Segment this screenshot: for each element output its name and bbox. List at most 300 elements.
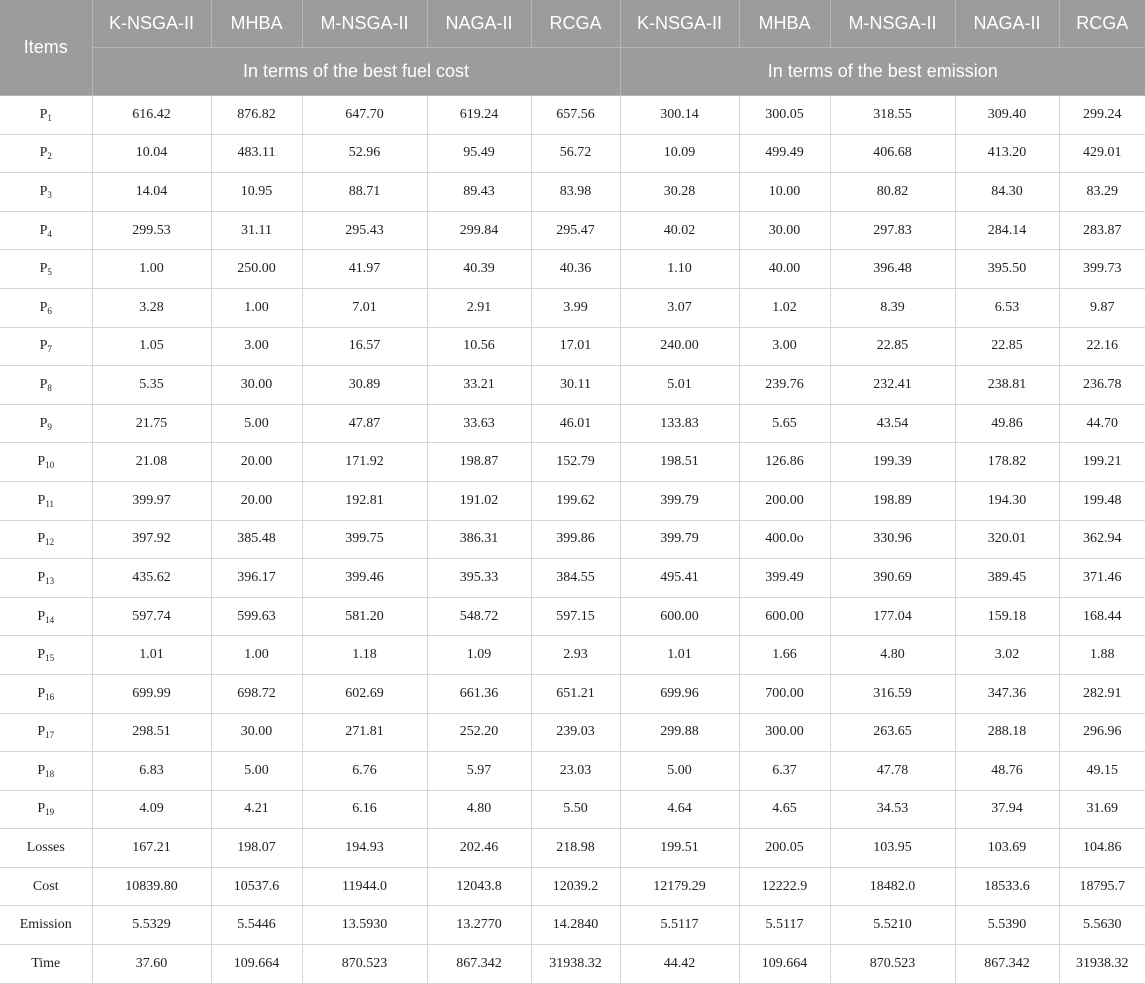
table-cell: 40.02: [620, 211, 739, 250]
table-cell: 12043.8: [427, 867, 531, 906]
table-cell: 384.55: [531, 559, 620, 598]
table-cell: 297.83: [830, 211, 955, 250]
table-row: [0, 520, 1145, 559]
table-cell: 199.21: [1059, 443, 1145, 482]
table-cell: 5.50: [531, 790, 620, 829]
table-cell: 10.00: [739, 173, 830, 212]
table-cell: 299.84: [427, 211, 531, 250]
table-cell: 600.00: [620, 597, 739, 636]
table-cell: 597.15: [531, 597, 620, 636]
table-cell: 699.99: [92, 674, 211, 713]
table-cell: 5.65: [739, 404, 830, 443]
table-cell: 126.86: [739, 443, 830, 482]
table-cell: 198.87: [427, 443, 531, 482]
header-group-fuel-cost: In terms of the best fuel cost: [92, 48, 620, 96]
table-cell: 43.54: [830, 404, 955, 443]
table-cell: 10839.80: [92, 867, 211, 906]
table-cell: 362.94: [1059, 520, 1145, 559]
table-cell: 399.79: [620, 520, 739, 559]
table-cell: 395.50: [955, 250, 1059, 289]
table-row: [0, 906, 1145, 945]
row-label-text: P: [37, 724, 46, 740]
row-label-subscript: 4: [47, 228, 52, 239]
table-cell: 5.97: [427, 752, 531, 791]
table-row: [0, 288, 1145, 327]
row-label-subscript: 9: [47, 421, 52, 432]
table-cell: 194.93: [302, 829, 427, 868]
table-cell: 386.31: [427, 520, 531, 559]
row-label-subscript: 15: [45, 653, 55, 664]
table-cell: 661.36: [427, 674, 531, 713]
table-cell: 309.40: [955, 96, 1059, 135]
table-cell: 5.00: [211, 752, 302, 791]
table-cell: 867.342: [427, 945, 531, 984]
table-cell: 31.11: [211, 211, 302, 250]
table-cell: 399.97: [92, 481, 211, 520]
table-cell: 192.81: [302, 481, 427, 520]
table-cell: 1.00: [92, 250, 211, 289]
table-cell: 602.69: [302, 674, 427, 713]
table-cell: 30.00: [211, 366, 302, 405]
table-cell: 13.5930: [302, 906, 427, 945]
table-cell: 867.342: [955, 945, 1059, 984]
table-cell: 159.18: [955, 597, 1059, 636]
table-cell: 22.85: [955, 327, 1059, 366]
table-cell: 413.20: [955, 134, 1059, 173]
table-cell: 133.83: [620, 404, 739, 443]
table-cell: 84.30: [955, 173, 1059, 212]
table-cell: 23.03: [531, 752, 620, 791]
header-method: RCGA: [531, 0, 620, 48]
table-cell: 300.14: [620, 96, 739, 135]
table-cell: 238.81: [955, 366, 1059, 405]
row-label: [0, 250, 92, 289]
row-label: [0, 96, 92, 135]
table-cell: 33.21: [427, 366, 531, 405]
table-cell: 10.95: [211, 173, 302, 212]
header-row-groups: [0, 48, 1145, 96]
table-cell: 12039.2: [531, 867, 620, 906]
header-method: M-NSGA-II: [830, 0, 955, 48]
row-label-subscript: 17: [45, 730, 55, 741]
row-label-text: P: [39, 415, 48, 431]
table-cell: 385.48: [211, 520, 302, 559]
row-label: [0, 752, 92, 791]
table-cell: 429.01: [1059, 134, 1145, 173]
row-label: [0, 945, 92, 984]
table-cell: 5.00: [620, 752, 739, 791]
table-cell: 399.86: [531, 520, 620, 559]
table-cell: 5.5210: [830, 906, 955, 945]
table-cell: 3.00: [739, 327, 830, 366]
row-label-text: P: [37, 454, 46, 470]
table-cell: 698.72: [211, 674, 302, 713]
table-cell: 198.89: [830, 481, 955, 520]
table-cell: 3.02: [955, 636, 1059, 675]
table-cell: 10.09: [620, 134, 739, 173]
table-cell: 218.98: [531, 829, 620, 868]
header-method: K-NSGA-II: [620, 0, 739, 48]
row-label: [0, 674, 92, 713]
table-cell: 6.16: [302, 790, 427, 829]
table-cell: 10537.6: [211, 867, 302, 906]
table-cell: 699.96: [620, 674, 739, 713]
table-cell: 581.20: [302, 597, 427, 636]
table-cell: 870.523: [302, 945, 427, 984]
table-row: [0, 829, 1145, 868]
table-cell: 178.82: [955, 443, 1059, 482]
table-cell: 198.51: [620, 443, 739, 482]
table-cell: 1.10: [620, 250, 739, 289]
table-cell: 3.07: [620, 288, 739, 327]
table-cell: 20.00: [211, 443, 302, 482]
table-row: [0, 366, 1145, 405]
table-cell: 12222.9: [739, 867, 830, 906]
header-method: M-NSGA-II: [302, 0, 427, 48]
table-cell: 1.09: [427, 636, 531, 675]
table-cell: 47.78: [830, 752, 955, 791]
table-cell: 109.664: [211, 945, 302, 984]
table-cell: 31938.32: [531, 945, 620, 984]
table-cell: 300.00: [739, 713, 830, 752]
table-cell: 14.2840: [531, 906, 620, 945]
table-cell: 347.36: [955, 674, 1059, 713]
table-cell: 240.00: [620, 327, 739, 366]
table-cell: 167.21: [92, 829, 211, 868]
table-cell: 34.53: [830, 790, 955, 829]
table-cell: 548.72: [427, 597, 531, 636]
table-cell: 284.14: [955, 211, 1059, 250]
table-cell: 4.65: [739, 790, 830, 829]
table-cell: 299.88: [620, 713, 739, 752]
table-row: [0, 250, 1145, 289]
table-row: [0, 713, 1145, 752]
table-cell: 47.87: [302, 404, 427, 443]
row-label-subscript: 18: [45, 768, 55, 779]
table-cell: 40.36: [531, 250, 620, 289]
header-method: MHBA: [211, 0, 302, 48]
table-cell: 271.81: [302, 713, 427, 752]
table-cell: 18533.6: [955, 867, 1059, 906]
table-cell: 5.5117: [620, 906, 739, 945]
table-cell: 2.93: [531, 636, 620, 675]
table-cell: 657.56: [531, 96, 620, 135]
row-label-text: P: [37, 647, 46, 663]
table-body: [0, 96, 1145, 984]
table-cell: 298.51: [92, 713, 211, 752]
table-cell: 80.82: [830, 173, 955, 212]
table-cell: 168.44: [1059, 597, 1145, 636]
table-cell: 21.75: [92, 404, 211, 443]
table-cell: 109.664: [739, 945, 830, 984]
table-cell: 371.46: [1059, 559, 1145, 598]
table-cell: 1.05: [92, 327, 211, 366]
table-cell: 40.39: [427, 250, 531, 289]
table-cell: 48.76: [955, 752, 1059, 791]
row-label-text: P: [39, 183, 48, 199]
table-row: [0, 945, 1145, 984]
row-label: [0, 597, 92, 636]
row-label-text: Cost: [32, 878, 59, 894]
table-cell: 199.48: [1059, 481, 1145, 520]
table-cell: 252.20: [427, 713, 531, 752]
table-cell: 6.53: [955, 288, 1059, 327]
row-label-subscript: 10: [45, 460, 55, 471]
table-cell: 395.33: [427, 559, 531, 598]
table-cell: 199.39: [830, 443, 955, 482]
table-cell: 3.28: [92, 288, 211, 327]
table-cell: 11944.0: [302, 867, 427, 906]
table-cell: 320.01: [955, 520, 1059, 559]
row-label: [0, 134, 92, 173]
table-cell: 876.82: [211, 96, 302, 135]
table-cell: 30.00: [211, 713, 302, 752]
table-cell: 44.70: [1059, 404, 1145, 443]
table-cell: 89.43: [427, 173, 531, 212]
table-row: [0, 559, 1145, 598]
table-cell: 30.00: [739, 211, 830, 250]
table-cell: 52.96: [302, 134, 427, 173]
table-cell: 8.39: [830, 288, 955, 327]
row-label: [0, 173, 92, 212]
table-cell: 318.55: [830, 96, 955, 135]
table-cell: 330.96: [830, 520, 955, 559]
table-cell: 7.01: [302, 288, 427, 327]
table-cell: 236.78: [1059, 366, 1145, 405]
table-cell: 647.70: [302, 96, 427, 135]
row-label: [0, 366, 92, 405]
table-row: [0, 597, 1145, 636]
table-cell: 396.17: [211, 559, 302, 598]
table-cell: 13.2770: [427, 906, 531, 945]
table-cell: 597.74: [92, 597, 211, 636]
header-method: RCGA: [1059, 0, 1145, 48]
row-label-text: P: [37, 569, 46, 585]
table-cell: 599.63: [211, 597, 302, 636]
table-cell: 399.79: [620, 481, 739, 520]
table-cell: 95.49: [427, 134, 531, 173]
header-method: K-NSGA-II: [92, 0, 211, 48]
table-header: [0, 0, 1145, 96]
table-cell: 651.21: [531, 674, 620, 713]
row-label-text: P: [37, 531, 46, 547]
table-cell: 5.5329: [92, 906, 211, 945]
table-cell: 6.83: [92, 752, 211, 791]
table-cell: 41.97: [302, 250, 427, 289]
table-cell: 44.42: [620, 945, 739, 984]
table-cell: 31.69: [1059, 790, 1145, 829]
row-label-text: P: [39, 299, 48, 315]
table-cell: 870.523: [830, 945, 955, 984]
table-cell: 6.76: [302, 752, 427, 791]
table-row: [0, 173, 1145, 212]
table-cell: 700.00: [739, 674, 830, 713]
table-cell: 33.63: [427, 404, 531, 443]
header-row-methods: [0, 0, 1145, 48]
row-label: [0, 288, 92, 327]
row-label-subscript: 12: [45, 537, 55, 548]
table-cell: 103.69: [955, 829, 1059, 868]
table-cell: 296.96: [1059, 713, 1145, 752]
row-label: [0, 829, 92, 868]
row-label-text: P: [37, 762, 46, 778]
table-cell: 5.5446: [211, 906, 302, 945]
table-cell: 399.75: [302, 520, 427, 559]
table-cell: 12179.29: [620, 867, 739, 906]
table-cell: 18795.7: [1059, 867, 1145, 906]
row-label-text: Time: [31, 955, 61, 971]
row-label-text: P: [37, 492, 46, 508]
table-cell: 37.60: [92, 945, 211, 984]
table-cell: 397.92: [92, 520, 211, 559]
table-cell: 200.00: [739, 481, 830, 520]
table-cell: 22.16: [1059, 327, 1145, 366]
row-label-subscript: 2: [47, 151, 52, 162]
table-row: [0, 674, 1145, 713]
table-cell: 400.0o: [739, 520, 830, 559]
row-label-text: Emission: [19, 917, 72, 933]
table-cell: 88.71: [302, 173, 427, 212]
table-cell: 171.92: [302, 443, 427, 482]
table-cell: 3.99: [531, 288, 620, 327]
row-label-text: P: [39, 338, 48, 354]
table-cell: 4.80: [830, 636, 955, 675]
table-cell: 1.66: [739, 636, 830, 675]
table-row: [0, 327, 1145, 366]
row-label-subscript: 7: [47, 344, 52, 355]
table-cell: 30.11: [531, 366, 620, 405]
table-row: [0, 481, 1145, 520]
table-cell: 295.43: [302, 211, 427, 250]
table-cell: 1.88: [1059, 636, 1145, 675]
table-cell: 1.01: [92, 636, 211, 675]
row-label: [0, 867, 92, 906]
row-label-subscript: 6: [47, 305, 52, 316]
table-cell: 46.01: [531, 404, 620, 443]
row-label-subscript: 19: [45, 807, 55, 818]
table-cell: 191.02: [427, 481, 531, 520]
table-row: [0, 752, 1145, 791]
table-cell: 5.01: [620, 366, 739, 405]
table-cell: 200.05: [739, 829, 830, 868]
table-row: [0, 211, 1145, 250]
table-row: [0, 636, 1145, 675]
table-cell: 49.15: [1059, 752, 1145, 791]
table-cell: 83.98: [531, 173, 620, 212]
row-label: [0, 327, 92, 366]
table-cell: 10.04: [92, 134, 211, 173]
row-label: [0, 481, 92, 520]
table-cell: 22.85: [830, 327, 955, 366]
table-cell: 5.5390: [955, 906, 1059, 945]
table-cell: 299.53: [92, 211, 211, 250]
header-method: NAGA-II: [955, 0, 1059, 48]
table-cell: 250.00: [211, 250, 302, 289]
table-row: [0, 790, 1145, 829]
table-cell: 3.00: [211, 327, 302, 366]
table-row: [0, 134, 1145, 173]
table-cell: 399.49: [739, 559, 830, 598]
table-cell: 406.68: [830, 134, 955, 173]
table-cell: 283.87: [1059, 211, 1145, 250]
table-cell: 390.69: [830, 559, 955, 598]
row-label-subscript: 14: [45, 614, 55, 625]
table-cell: 198.07: [211, 829, 302, 868]
table-cell: 5.00: [211, 404, 302, 443]
table-cell: 1.00: [211, 288, 302, 327]
table-cell: 483.11: [211, 134, 302, 173]
table-cell: 399.73: [1059, 250, 1145, 289]
table-cell: 5.5117: [739, 906, 830, 945]
table-cell: 18482.0: [830, 867, 955, 906]
row-label-subscript: 8: [47, 382, 52, 393]
table-cell: 282.91: [1059, 674, 1145, 713]
table-row: [0, 96, 1145, 135]
table-cell: 495.41: [620, 559, 739, 598]
table-cell: 4.80: [427, 790, 531, 829]
table-cell: 177.04: [830, 597, 955, 636]
table-cell: 56.72: [531, 134, 620, 173]
row-label-text: P: [37, 608, 46, 624]
row-label: [0, 906, 92, 945]
table-cell: 600.00: [739, 597, 830, 636]
table-row: [0, 867, 1145, 906]
row-label-subscript: 3: [47, 189, 52, 200]
table-cell: 14.04: [92, 173, 211, 212]
row-label-subscript: 5: [47, 267, 52, 278]
table-cell: 37.94: [955, 790, 1059, 829]
table-cell: 1.01: [620, 636, 739, 675]
row-label-text: Losses: [26, 840, 65, 856]
row-label-text: P: [39, 222, 48, 238]
table-cell: 299.24: [1059, 96, 1145, 135]
table-cell: 619.24: [427, 96, 531, 135]
table-cell: 202.46: [427, 829, 531, 868]
table-cell: 199.62: [531, 481, 620, 520]
table-cell: 9.87: [1059, 288, 1145, 327]
table-cell: 389.45: [955, 559, 1059, 598]
row-label: [0, 636, 92, 675]
table-cell: 5.5630: [1059, 906, 1145, 945]
table-cell: 239.03: [531, 713, 620, 752]
table-cell: 31938.32: [1059, 945, 1145, 984]
row-label: [0, 211, 92, 250]
table-cell: 83.29: [1059, 173, 1145, 212]
table-cell: 30.89: [302, 366, 427, 405]
table-cell: 239.76: [739, 366, 830, 405]
row-label: [0, 713, 92, 752]
table-cell: 104.86: [1059, 829, 1145, 868]
row-label: [0, 790, 92, 829]
table-cell: 499.49: [739, 134, 830, 173]
header-method: MHBA: [739, 0, 830, 48]
table-cell: 20.00: [211, 481, 302, 520]
table-cell: 288.18: [955, 713, 1059, 752]
table-cell: 5.35: [92, 366, 211, 405]
table-cell: 4.21: [211, 790, 302, 829]
table-cell: 316.59: [830, 674, 955, 713]
table-cell: 263.65: [830, 713, 955, 752]
row-label-text: P: [39, 261, 48, 277]
header-method: NAGA-II: [427, 0, 531, 48]
table-cell: 4.64: [620, 790, 739, 829]
table-cell: 40.00: [739, 250, 830, 289]
table-row: [0, 404, 1145, 443]
row-label-text: P: [37, 801, 46, 817]
row-label-subscript: 1: [47, 112, 52, 123]
table-cell: 295.47: [531, 211, 620, 250]
header-group-emission: In terms of the best emission: [620, 48, 1145, 96]
